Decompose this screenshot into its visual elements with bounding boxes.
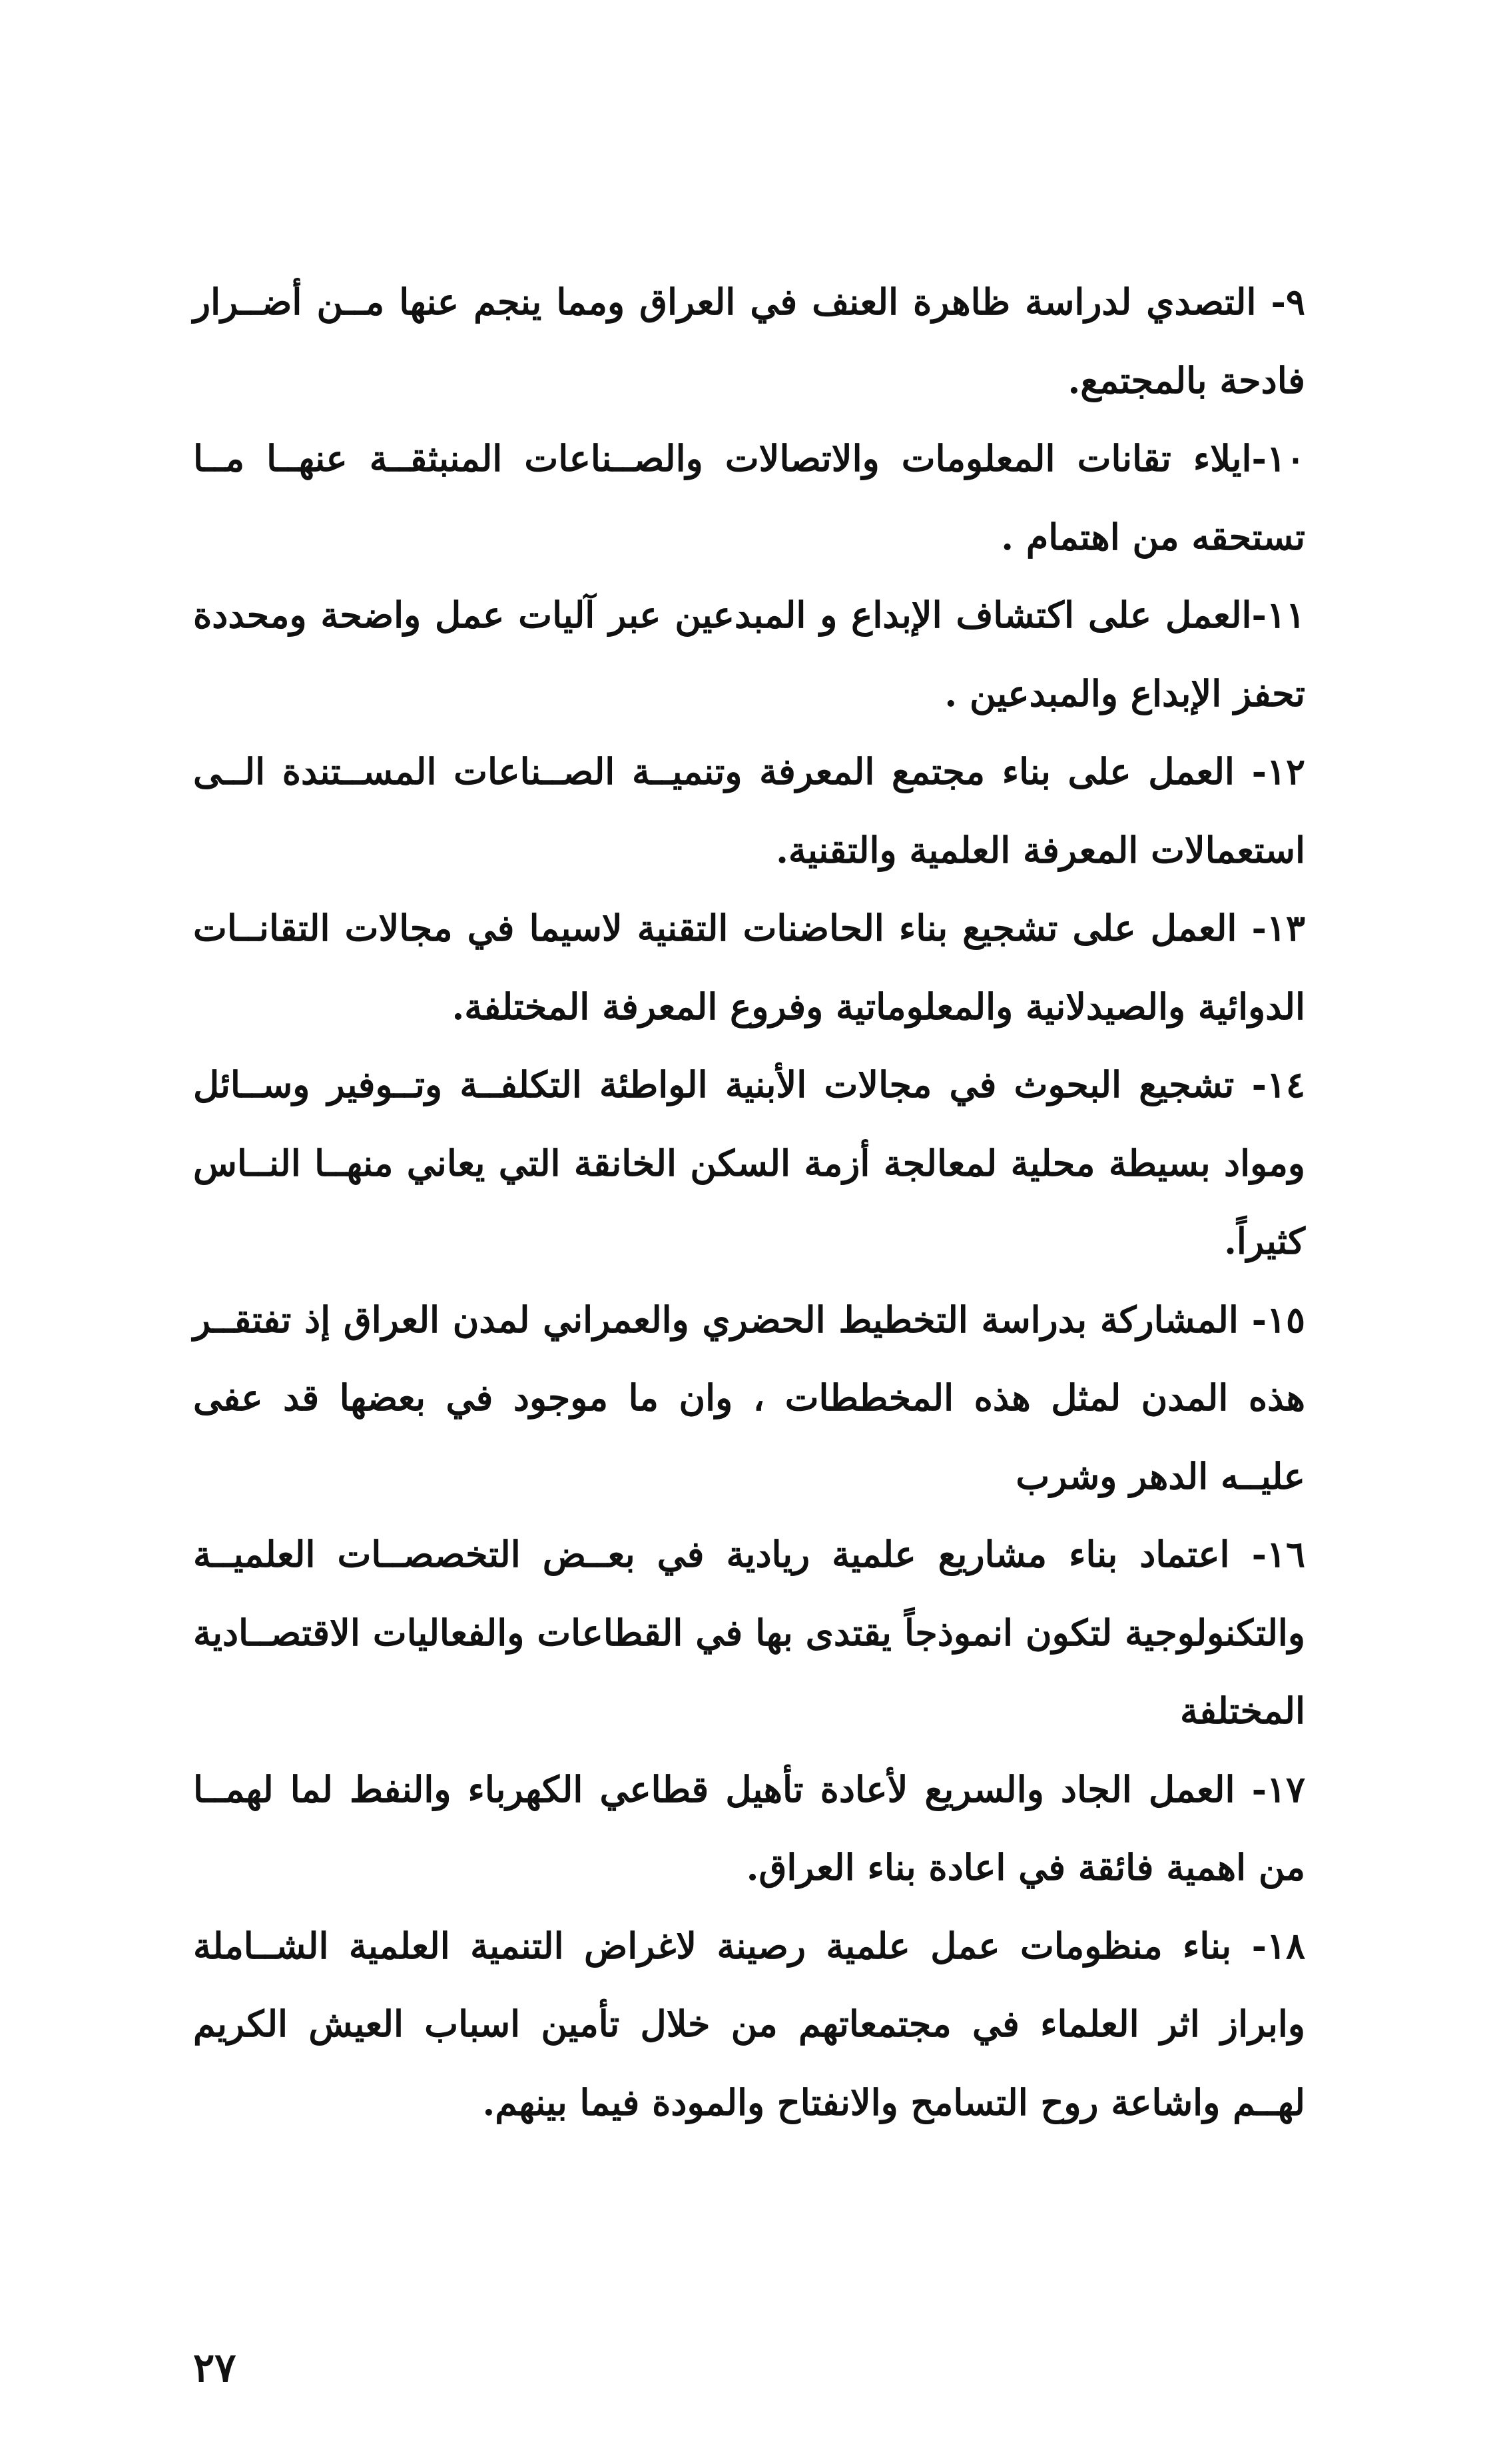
list-item-17: ١٧- العمل الجاد والسريع لأعادة تأهيل قطاعي الكهرباء والنفط لما لهمــا من اهمية فائقة في اعادة بناء العراق. — [193, 1767, 1305, 1888]
list-item-12: ١٢- العمل على بناء مجتمع المعرفة وتنميــة الصــناعات المســتندة الــى استعمالات المعرفة العلمية والتقنية. — [193, 750, 1305, 871]
list-item-11: ١١-العمل على اكتشاف الإبداع و المبدعين عبر آليات عمل واضحة ومحددة تحفز الإبداع والمبدعين . — [193, 594, 1305, 715]
list-item-15: ١٥- المشاركة بدراسة التخطيط الحضري والعمراني لمدن العراق إذ تفتقــر هذه المدن لمثل هذه المخططات ، وان ما موجود في بعضها قد عفى عليــه الدهر وشرب — [193, 1298, 1305, 1497]
list-item-18: ١٨- بناء منظومات عمل علمية رصينة لاغراض التنمية العلمية الشــاملة وابراز اثر العلماء في مجتمعاتهم من خلال تأمين اسباب العيش الكريم لهــم واشاعة روح التسامح والانفتاح والمودة فيما بينهم. — [193, 1924, 1305, 2124]
body-text — [193, 263, 1305, 2142]
list-item-9: ٩- التصدي لدراسة ظاهرة العنف في العراق ومما ينجم عنها مــن أضــرار فادحة بالمجتمع. — [193, 280, 1305, 402]
list-item-14: ١٤- تشجيع البحوث في مجالات الأبنية الواطئة التكلفــة وتــوفير وســائل ومواد بسيطة محلية لمعالجة أزمة السكن الخانقة التي يعاني منهــا النــاس كثيراً. — [193, 1063, 1305, 1262]
list-item-13: ١٣- العمل على تشجيع بناء الحاضنات التقنية لاسيما في مجالات التقانــات الدوائية والصيدلانية والمعلوماتية وفروع المعرفة المختلفة. — [193, 907, 1305, 1028]
list-item-10: ١٠-ايلاء تقانات المعلومات والاتصالات والصــناعات المنبثقــة عنهــا مــا تستحقه من اهتمام . — [193, 437, 1305, 558]
page-number: ٢٧ — [193, 2345, 236, 2391]
list-item-16: ١٦- اعتماد بناء مشاريع علمية ريادية في بعــض التخصصــات العلميــة والتكنولوجية لتكون انموذجاً يقتدى بها في القطاعات والفعاليات الاقتصــادية المختلفة — [193, 1533, 1305, 1732]
